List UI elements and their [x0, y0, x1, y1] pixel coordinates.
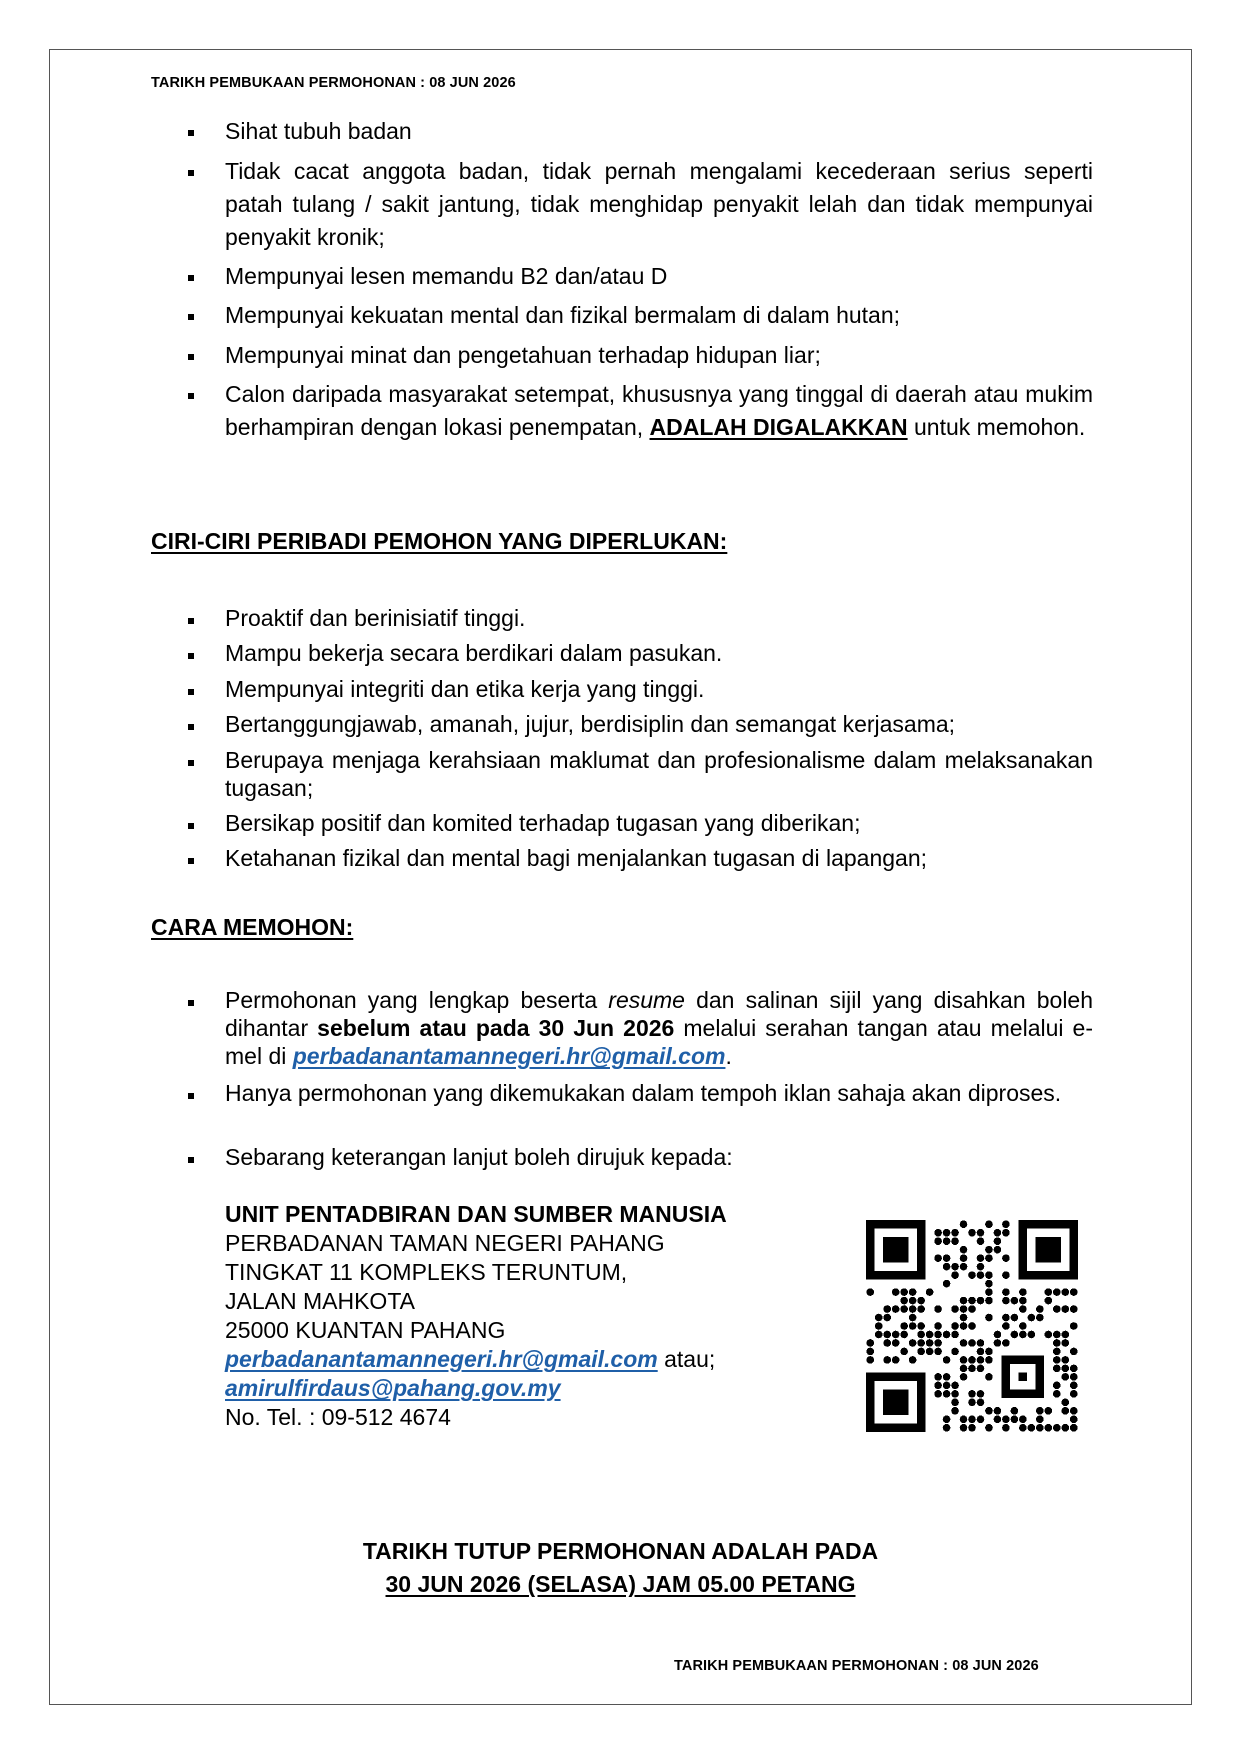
qr-module	[909, 1339, 917, 1347]
qr-module	[892, 1339, 900, 1347]
requirement-text: untuk memohon.	[914, 414, 1086, 440]
qr-module	[1036, 1424, 1044, 1432]
qr-module	[1061, 1305, 1069, 1313]
qr-module	[917, 1339, 925, 1347]
qr-module	[985, 1424, 993, 1432]
qr-module	[960, 1220, 968, 1228]
qr-module	[934, 1322, 942, 1330]
qr-module	[1053, 1305, 1061, 1313]
qr-module	[943, 1280, 951, 1288]
qr-module	[1070, 1390, 1078, 1398]
qr-module	[1002, 1424, 1010, 1432]
qr-module	[951, 1399, 959, 1407]
qr-module	[960, 1322, 968, 1330]
qr-module	[943, 1424, 951, 1432]
qr-module	[1002, 1288, 1010, 1296]
trait-item: Proaktif dan berinisiatif tinggi.	[225, 605, 526, 631]
qr-module	[1002, 1322, 1010, 1330]
qr-module	[917, 1331, 925, 1339]
qr-module	[909, 1288, 917, 1296]
requirement-item: Tidak cacat anggota badan, tidak pernah mengalami kecederaan serius seperti patah tulang / sakit jantung, tidak menghidap penyakit lelah dan tidak mempunyai penyakit kronik;	[225, 158, 1093, 250]
qr-module	[1070, 1424, 1078, 1432]
qr-module	[1011, 1297, 1019, 1305]
qr-module	[909, 1305, 917, 1313]
qr-module	[1053, 1356, 1061, 1364]
qr-module	[985, 1407, 993, 1415]
qr-module	[1061, 1424, 1069, 1432]
square-bullet-icon	[188, 1093, 194, 1099]
qr-module	[866, 1288, 874, 1296]
square-bullet-icon	[188, 760, 194, 766]
qr-module	[934, 1390, 942, 1398]
qr-module	[943, 1254, 951, 1262]
qr-module	[985, 1356, 993, 1364]
contact-email-link-2[interactable]: amirulfirdaus@pahang.gov.my	[225, 1375, 561, 1401]
qr-module	[934, 1373, 942, 1381]
square-bullet-icon	[188, 170, 194, 176]
qr-module	[943, 1237, 951, 1245]
qr-module	[1053, 1348, 1061, 1356]
qr-module	[883, 1356, 891, 1364]
qr-module	[968, 1356, 976, 1364]
qr-module	[1061, 1331, 1069, 1339]
qr-module	[1053, 1424, 1061, 1432]
traits-heading: CIRI-CIRI PERIBADI PEMOHON YANG DIPERLUKAN:	[151, 528, 728, 554]
qr-module	[1002, 1297, 1010, 1305]
qr-module	[1070, 1348, 1078, 1356]
qr-module	[1070, 1322, 1078, 1330]
qr-module	[934, 1229, 942, 1237]
requirement-item	[225, 378, 1093, 444]
apply-text: dan salinan sijil yang disahkan boleh dihantar	[225, 987, 1094, 1041]
square-bullet-icon	[188, 689, 194, 695]
square-bullet-icon	[188, 275, 194, 281]
qr-module	[926, 1288, 934, 1296]
qr-module	[1053, 1390, 1061, 1398]
contact-email-suffix: atau;	[657, 1346, 716, 1372]
qr-module	[951, 1331, 959, 1339]
trait-item: Ketahanan fizikal dan mental bagi menjalankan tugasan di lapangan;	[225, 845, 928, 871]
qr-module	[951, 1348, 959, 1356]
qr-module	[934, 1348, 942, 1356]
qr-module	[977, 1390, 985, 1398]
page-border	[49, 49, 1192, 1705]
apply-item-info: Sebarang keterangan lanjut boleh dirujuk kepada:	[225, 1144, 733, 1170]
qr-module	[926, 1339, 934, 1347]
qr-module	[1061, 1399, 1069, 1407]
qr-module	[1002, 1339, 1010, 1347]
qr-module	[977, 1339, 985, 1347]
qr-module	[951, 1271, 959, 1279]
square-bullet-icon	[188, 1000, 194, 1006]
qr-module	[909, 1297, 917, 1305]
qr-module	[1036, 1407, 1044, 1415]
qr-module	[951, 1305, 959, 1313]
requirement-item: Mempunyai kekuatan mental dan fizikal bermalam di dalam hutan;	[225, 302, 901, 328]
qr-module	[883, 1314, 891, 1322]
qr-module	[934, 1382, 942, 1390]
qr-module	[934, 1305, 942, 1313]
qr-module	[1019, 1331, 1027, 1339]
qr-module	[934, 1237, 942, 1245]
qr-module	[960, 1356, 968, 1364]
qr-module	[951, 1229, 959, 1237]
qr-module	[909, 1322, 917, 1330]
qr-module	[951, 1263, 959, 1271]
requirement-item: Mempunyai lesen memandu B2 dan/atau D	[225, 263, 668, 289]
qr-module	[900, 1348, 908, 1356]
square-bullet-icon	[188, 1157, 194, 1163]
qr-module	[1070, 1407, 1078, 1415]
qr-module	[977, 1263, 985, 1271]
contact-email-link[interactable]: perbadanantamannegeri.hr@gmail.com	[225, 1346, 658, 1372]
qr-module	[943, 1229, 951, 1237]
qr-module	[1002, 1271, 1010, 1279]
qr-module	[985, 1280, 993, 1288]
qr-module	[1019, 1322, 1027, 1330]
qr-module	[960, 1339, 968, 1347]
square-bullet-icon	[188, 653, 194, 659]
qr-module	[900, 1288, 908, 1296]
qr-module	[960, 1415, 968, 1423]
qr-module	[1011, 1331, 1019, 1339]
apply-item-period: Hanya permohonan yang dikemukakan dalam tempoh iklan sahaja akan diproses.	[225, 1080, 1062, 1106]
qr-module	[968, 1415, 976, 1423]
qr-module	[943, 1373, 951, 1381]
qr-module	[1061, 1407, 1069, 1415]
qr-module	[892, 1305, 900, 1313]
qr-module	[909, 1356, 917, 1364]
closing-line-2: 30 JUN 2026 (SELASA) JAM 05.00 PETANG	[385, 1571, 856, 1597]
qr-module	[900, 1297, 908, 1305]
header-opening-date: TARIKH PEMBUKAAN PERMOHONAN : 08 JUN 2026	[151, 75, 516, 91]
qr-module	[1002, 1314, 1010, 1322]
deadline-text: sebelum atau pada 30 Jun 2026	[317, 1015, 675, 1041]
qr-module	[994, 1415, 1002, 1423]
qr-module	[866, 1348, 874, 1356]
qr-module	[968, 1322, 976, 1330]
qr-module	[900, 1305, 908, 1313]
qr-module	[977, 1348, 985, 1356]
apply-item-submission	[225, 986, 1093, 1070]
qr-module	[900, 1331, 908, 1339]
qr-module	[1019, 1415, 1027, 1423]
qr-module	[943, 1415, 951, 1423]
square-bullet-icon	[188, 823, 194, 829]
qr-module	[1002, 1415, 1010, 1423]
qr-module	[1070, 1365, 1078, 1373]
square-bullet-icon	[188, 393, 194, 399]
qr-module	[917, 1305, 925, 1313]
contact-address-line: 25000 KUANTAN PAHANG	[225, 1317, 506, 1343]
qr-module	[1028, 1314, 1036, 1322]
qr-module	[875, 1314, 883, 1322]
trait-item: Bertanggungjawab, amanah, jujur, berdisiplin dan semangat kerjasama;	[225, 711, 956, 737]
qr-module	[875, 1331, 883, 1339]
qr-module	[951, 1407, 959, 1415]
qr-module	[1053, 1365, 1061, 1373]
qr-module	[977, 1365, 985, 1373]
qr-module	[968, 1390, 976, 1398]
qr-module	[1061, 1356, 1069, 1364]
qr-module	[960, 1305, 968, 1313]
qr-module	[1070, 1373, 1078, 1381]
email-link[interactable]: perbadanantamannegeri.hr@gmail.com	[292, 1043, 726, 1069]
qr-module	[994, 1339, 1002, 1347]
qr-module	[994, 1407, 1002, 1415]
qr-module	[968, 1339, 976, 1347]
qr-module	[977, 1297, 985, 1305]
qr-module	[1036, 1314, 1044, 1322]
qr-module	[943, 1331, 951, 1339]
qr-module	[977, 1399, 985, 1407]
qr-module	[977, 1237, 985, 1245]
trait-item: Bersikap positif dan komited terhadap tugasan yang diberikan;	[225, 810, 861, 836]
square-bullet-icon	[188, 724, 194, 730]
qr-module	[960, 1254, 968, 1262]
qr-module	[892, 1331, 900, 1339]
qr-module	[977, 1271, 985, 1279]
qr-module	[985, 1314, 993, 1322]
qr-module	[994, 1237, 1002, 1245]
qr-module	[1002, 1254, 1010, 1262]
requirement-item: Mempunyai minat dan pengetahuan terhadap hidupan liar;	[225, 342, 821, 368]
qr-module	[875, 1322, 883, 1330]
contact-block	[225, 1200, 727, 1432]
qr-module	[1061, 1373, 1069, 1381]
qr-module	[883, 1331, 891, 1339]
contact-unit: UNIT PENTADBIRAN DAN SUMBER MANUSIA	[225, 1201, 727, 1227]
qr-module	[1002, 1229, 1010, 1237]
qr-module	[968, 1271, 976, 1279]
qr-module	[994, 1246, 1002, 1254]
qr-module	[892, 1356, 900, 1364]
requirement-text: Calon daripada masyarakat setempat, khususnya yang tinggal di daerah atau mukim berhampiran dengan lokasi penempatan,	[225, 381, 1093, 440]
qr-module	[1019, 1288, 1027, 1296]
qr-module	[943, 1263, 951, 1271]
qr-module	[951, 1322, 959, 1330]
qr-module	[1045, 1331, 1053, 1339]
qr-module	[985, 1373, 993, 1381]
contact-address-line: TINGKAT 11 KOMPLEKS TERUNTUM,	[225, 1259, 628, 1285]
apply-text: melalui serahan tangan atau melalui e-mel di	[225, 1015, 1094, 1069]
qr-module	[968, 1305, 976, 1313]
qr-module	[883, 1339, 891, 1347]
square-bullet-icon	[188, 354, 194, 360]
qr-module	[1028, 1424, 1036, 1432]
closing-date	[0, 1568, 1241, 1601]
square-bullet-icon	[188, 618, 194, 624]
qr-module	[926, 1348, 934, 1356]
qr-module	[1053, 1288, 1061, 1296]
qr-module	[1045, 1424, 1053, 1432]
qr-module	[968, 1365, 976, 1373]
qr-module	[985, 1254, 993, 1262]
qr-module	[960, 1263, 968, 1271]
square-bullet-icon	[188, 858, 194, 864]
qr-module	[943, 1356, 951, 1364]
contact-address-line: JALAN MAHKOTA	[225, 1288, 415, 1314]
qr-module	[1011, 1407, 1019, 1415]
qr-module	[1019, 1297, 1027, 1305]
qr-module	[1070, 1415, 1078, 1423]
qr-module	[977, 1254, 985, 1262]
qr-module	[960, 1373, 968, 1381]
qr-module	[985, 1297, 993, 1305]
qr-module	[968, 1229, 976, 1237]
requirement-item: Sihat tubuh badan	[225, 118, 412, 144]
qr-module	[968, 1424, 976, 1432]
qr-module	[977, 1415, 985, 1423]
qr-module	[985, 1288, 993, 1296]
footer-opening-date: TARIKH PEMBUKAAN PERMOHONAN : 08 JUN 2026	[674, 1658, 1039, 1674]
qr-module	[934, 1331, 942, 1339]
qr-module	[960, 1314, 968, 1322]
contact-org: PERBADANAN TAMAN NEGERI PAHANG	[225, 1230, 665, 1256]
qr-module	[1011, 1415, 1019, 1423]
apply-heading: CARA MEMOHON:	[151, 914, 354, 940]
encouraged-emphasis: ADALAH DIGALAKKAN	[649, 414, 908, 440]
qr-module	[1053, 1382, 1061, 1390]
qr-module	[909, 1314, 917, 1322]
qr-module	[1045, 1297, 1053, 1305]
square-bullet-icon	[188, 130, 194, 136]
qr-module	[1019, 1305, 1027, 1313]
qr-module	[943, 1382, 951, 1390]
qr-module	[985, 1220, 993, 1228]
qr-module	[866, 1339, 874, 1347]
qr-module	[943, 1390, 951, 1398]
qr-module	[968, 1297, 976, 1305]
qr-module	[1036, 1415, 1044, 1423]
qr-module	[892, 1288, 900, 1296]
qr-module	[960, 1297, 968, 1305]
qr-module	[951, 1237, 959, 1245]
trait-item: Berupaya menjaga kerahsiaan maklumat dan profesionalisme dalam melaksanakan tugasan;	[225, 747, 1093, 801]
qr-module	[934, 1254, 942, 1262]
qr-module	[1045, 1407, 1053, 1415]
qr-module	[1036, 1305, 1044, 1313]
qr-module	[1053, 1331, 1061, 1339]
qr-module	[917, 1348, 925, 1356]
qr-module	[1045, 1288, 1053, 1296]
trait-item: Mempunyai integriti dan etika kerja yang tinggi.	[225, 676, 705, 702]
qr-module	[926, 1331, 934, 1339]
qr-module	[960, 1365, 968, 1373]
qr-module	[951, 1382, 959, 1390]
period: .	[725, 1043, 732, 1069]
qr-module	[1070, 1305, 1078, 1313]
qr-module	[1070, 1382, 1078, 1390]
qr-module	[1061, 1288, 1069, 1296]
qr-module	[866, 1356, 874, 1364]
qr-module	[1061, 1339, 1069, 1347]
qr-module	[900, 1322, 908, 1330]
qr-module	[917, 1322, 925, 1330]
qr-module	[1028, 1331, 1036, 1339]
qr-module	[977, 1229, 985, 1237]
square-bullet-icon	[188, 314, 194, 320]
trait-item: Mampu bekerja secara berdikari dalam pasukan.	[225, 640, 723, 666]
qr-module	[934, 1339, 942, 1347]
qr-module	[960, 1246, 968, 1254]
qr-module	[985, 1271, 993, 1279]
qr-module	[960, 1424, 968, 1432]
qr-module	[1011, 1314, 1019, 1322]
qr-module	[1002, 1220, 1010, 1228]
apply-text: Permohonan yang lengkap beserta	[225, 987, 598, 1013]
qr-module	[994, 1331, 1002, 1339]
resume-word: resume	[608, 987, 685, 1013]
qr-module	[883, 1305, 891, 1313]
qr-module	[1070, 1288, 1078, 1296]
qr-module	[977, 1356, 985, 1364]
qr-code-icon[interactable]	[866, 1220, 1078, 1432]
qr-module	[985, 1246, 993, 1254]
qr-module	[1019, 1424, 1027, 1432]
qr-module	[917, 1297, 925, 1305]
closing-line-1: TARIKH TUTUP PERMOHONAN ADALAH PADA	[362, 1538, 879, 1564]
qr-module	[1053, 1339, 1061, 1347]
contact-phone: No. Tel. : 09-512 4674	[225, 1404, 451, 1430]
qr-module	[968, 1399, 976, 1407]
qr-module	[1061, 1365, 1069, 1373]
qr-module	[985, 1348, 993, 1356]
qr-module	[951, 1390, 959, 1398]
qr-module	[994, 1229, 1002, 1237]
